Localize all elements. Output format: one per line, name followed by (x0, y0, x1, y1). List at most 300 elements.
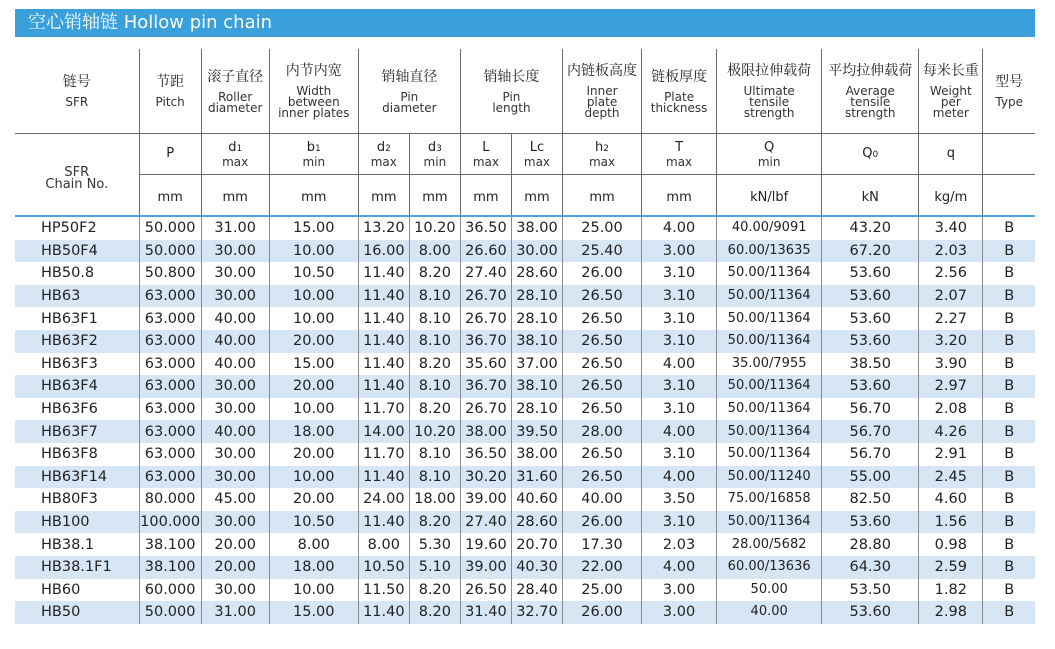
symbol-cell: d2 max (358, 134, 409, 175)
col-header-inner-plate-depth: 内链板高度 Inner plate depth (562, 49, 641, 134)
table-cell: 38.100 (139, 533, 201, 556)
table-cell: 8.20 (409, 353, 460, 376)
table-cell: B (983, 420, 1035, 443)
table-cell: 82.50 (822, 488, 919, 511)
table-cell: 8.00 (269, 533, 358, 556)
table-cell: 25.00 (562, 579, 641, 602)
table-cell: 4.00 (642, 556, 717, 579)
table-cell: 3.10 (642, 443, 717, 466)
col-header-ultimate-strength: 极限拉伸载荷 Ultimate tensile strength (717, 49, 822, 134)
table-cell: 28.00 (562, 420, 641, 443)
unit-cell: mm (269, 175, 358, 216)
table-cell: 27.40 (460, 511, 511, 534)
table-cell: 36.70 (460, 375, 511, 398)
table-cell: 35.60 (460, 353, 511, 376)
table-cell: 56.70 (822, 398, 919, 421)
table-cell: 26.50 (460, 579, 511, 602)
symbol-cell: h2 max (562, 134, 641, 175)
chain-number-cell: HB63F2 (15, 330, 139, 353)
table-cell: 28.00/5682 (717, 533, 822, 556)
table-cell: 28.10 (511, 285, 562, 308)
table-cell: 11.40 (358, 307, 409, 330)
table-row (15, 240, 1035, 263)
table-cell: 36.50 (460, 216, 511, 240)
unit-cell: kN/lbf (717, 175, 822, 216)
table-cell: 10.20 (409, 216, 460, 240)
chain-number-cell: HB38.1F1 (15, 556, 139, 579)
chain-number-cell: HB100 (15, 511, 139, 534)
table-cell: 40.00 (562, 488, 641, 511)
table-row (15, 601, 1035, 624)
table-cell: 11.40 (358, 285, 409, 308)
table-cell: 50.00/11364 (717, 375, 822, 398)
table-cell: 14.00 (358, 420, 409, 443)
table-cell: 2.45 (919, 466, 983, 489)
chain-number-cell: HB63F14 (15, 466, 139, 489)
table-cell: 40.60 (511, 488, 562, 511)
table-cell: 3.10 (642, 398, 717, 421)
unit-cell: kN (822, 175, 919, 216)
chain-number-cell: HB63 (15, 285, 139, 308)
chain-number-cell: HB50.8 (15, 262, 139, 285)
table-cell: 50.00/11364 (717, 420, 822, 443)
table-cell: 39.00 (460, 488, 511, 511)
table-cell: 28.10 (511, 307, 562, 330)
table-cell: 8.20 (409, 601, 460, 624)
col-header-pin-length: 销轴长度 Pin length (460, 49, 562, 134)
table-cell: 53.50 (822, 579, 919, 602)
unit-cell: mm (139, 175, 201, 216)
table-cell: 26.50 (562, 307, 641, 330)
table-cell: 39.50 (511, 420, 562, 443)
table-cell: 1.82 (919, 579, 983, 602)
table-cell: 40.00/9091 (717, 216, 822, 240)
table-cell: 4.26 (919, 420, 983, 443)
chain-number-cell: HB63F4 (15, 375, 139, 398)
table-cell: B (983, 443, 1035, 466)
table-cell: 38.50 (822, 353, 919, 376)
chain-number-cell: HB63F3 (15, 353, 139, 376)
table-cell: 38.10 (511, 330, 562, 353)
table-cell: 26.50 (562, 330, 641, 353)
table-cell: 27.40 (460, 262, 511, 285)
table-cell: 3.10 (642, 307, 717, 330)
table-cell: 8.10 (409, 443, 460, 466)
table-row (15, 420, 1035, 443)
table-cell: 50.00/11364 (717, 443, 822, 466)
table-cell: 8.00 (409, 240, 460, 263)
table-cell: 2.07 (919, 285, 983, 308)
col-header-chain-no: 链号 SFR (15, 49, 139, 134)
chain-number-cell: HB80F3 (15, 488, 139, 511)
symbol-cell: b1 min (269, 134, 358, 175)
table-cell: 26.60 (460, 240, 511, 263)
symbol-cell: Lc max (511, 134, 562, 175)
table-cell: 4.00 (642, 420, 717, 443)
table-cell: 50.800 (139, 262, 201, 285)
table-cell: 30.00 (201, 285, 269, 308)
symbol-cell: d3 min (409, 134, 460, 175)
header-row-symbols (15, 134, 1035, 175)
table-cell: 53.60 (822, 511, 919, 534)
table-cell: 50.00/11240 (717, 466, 822, 489)
chain-number-cell: HB60 (15, 579, 139, 602)
table-cell: 26.50 (562, 398, 641, 421)
table-cell: 63.000 (139, 420, 201, 443)
chain-number-cell: HP50F2 (15, 216, 139, 240)
unit-cell: kg/m (919, 175, 983, 216)
table-cell: 3.00 (642, 601, 717, 624)
table-cell: 50.00 (717, 579, 822, 602)
chain-number-cell: HB63F1 (15, 307, 139, 330)
table-cell: 2.56 (919, 262, 983, 285)
table-cell: 50.00/11364 (717, 285, 822, 308)
table-cell: 10.00 (269, 466, 358, 489)
table-row (15, 330, 1035, 353)
table-cell: B (983, 330, 1035, 353)
table-cell: 8.20 (409, 511, 460, 534)
table-cell: 56.70 (822, 443, 919, 466)
table-row (15, 307, 1035, 330)
table-cell: 10.00 (269, 307, 358, 330)
table-cell: 8.20 (409, 398, 460, 421)
table-cell: 26.70 (460, 285, 511, 308)
table-cell: 8.20 (409, 262, 460, 285)
table-cell: 11.40 (358, 511, 409, 534)
table-cell: 28.60 (511, 511, 562, 534)
unit-cell: mm (409, 175, 460, 216)
table-cell: 28.80 (822, 533, 919, 556)
table-cell: 3.10 (642, 285, 717, 308)
table-cell: B (983, 285, 1035, 308)
header-row-units (15, 175, 1035, 216)
table-cell: B (983, 556, 1035, 579)
table-cell: B (983, 353, 1035, 376)
table-cell: 2.03 (642, 533, 717, 556)
table-cell: 26.00 (562, 262, 641, 285)
table-cell: 3.40 (919, 216, 983, 240)
table-cell: 67.20 (822, 240, 919, 263)
table-cell: 8.00 (358, 533, 409, 556)
table-cell: 26.70 (460, 398, 511, 421)
table-cell: 10.50 (269, 511, 358, 534)
table-cell: 10.50 (358, 556, 409, 579)
chain-number-cell: HB38.1 (15, 533, 139, 556)
table-cell: 20.70 (511, 533, 562, 556)
col-header-type: 型号 Type (983, 49, 1035, 134)
table-cell: 30.00 (201, 398, 269, 421)
table-cell: 4.60 (919, 488, 983, 511)
table-row (15, 285, 1035, 308)
table-cell: 38.00 (511, 216, 562, 240)
table-cell: 2.08 (919, 398, 983, 421)
unit-cell (983, 175, 1035, 216)
table-cell: 16.00 (358, 240, 409, 263)
table-cell: 18.00 (409, 488, 460, 511)
symbol-cell: q (919, 134, 983, 175)
table-cell: 26.50 (562, 375, 641, 398)
table-cell: 40.00 (717, 601, 822, 624)
table-cell: 4.00 (642, 216, 717, 240)
table-cell: 26.50 (562, 443, 641, 466)
unit-cell: mm (460, 175, 511, 216)
table-cell: 31.00 (201, 601, 269, 624)
table-cell: 53.60 (822, 330, 919, 353)
table-cell: 20.00 (201, 533, 269, 556)
col-header-roller-diameter: 滚子直径 Roller diameter (201, 49, 269, 134)
table-cell: 50.00/11364 (717, 262, 822, 285)
table-row (15, 353, 1035, 376)
table-cell: 31.40 (460, 601, 511, 624)
table-cell: 15.00 (269, 353, 358, 376)
table-cell: B (983, 579, 1035, 602)
table-cell: 63.000 (139, 285, 201, 308)
table-cell: 40.00 (201, 307, 269, 330)
table-cell: 53.60 (822, 601, 919, 624)
table-cell: 11.40 (358, 330, 409, 353)
table-cell: 8.10 (409, 375, 460, 398)
sfr-chain-no-label: SFR Chain No. (15, 134, 139, 216)
table-cell: 63.000 (139, 466, 201, 489)
table-body (15, 216, 1035, 624)
table-cell: 50.00/11364 (717, 398, 822, 421)
chain-number-cell: HB63F6 (15, 398, 139, 421)
table-cell: 10.00 (269, 398, 358, 421)
table-cell: 38.00 (460, 420, 511, 443)
table-cell: B (983, 533, 1035, 556)
col-header-pin-diameter: 销轴直径 Pin diameter (358, 49, 460, 134)
table-cell: 2.98 (919, 601, 983, 624)
table-row (15, 398, 1035, 421)
chain-number-cell: HB50F4 (15, 240, 139, 263)
table-cell: B (983, 240, 1035, 263)
table-cell: 3.90 (919, 353, 983, 376)
table-cell: 25.00 (562, 216, 641, 240)
table-cell: B (983, 262, 1035, 285)
table-row (15, 262, 1035, 285)
table-cell: 60.00/13635 (717, 240, 822, 263)
table-cell: 5.10 (409, 556, 460, 579)
table-cell: 40.00 (201, 330, 269, 353)
table-cell: 37.00 (511, 353, 562, 376)
table-row (15, 511, 1035, 534)
table-cell: 28.60 (511, 262, 562, 285)
table-cell: 30.00 (201, 375, 269, 398)
table-cell: 26.50 (562, 466, 641, 489)
table-cell: 4.00 (642, 466, 717, 489)
chain-number-cell: HB50 (15, 601, 139, 624)
table-cell: 3.00 (642, 240, 717, 263)
table-cell: 45.00 (201, 488, 269, 511)
col-header-weight: 每米长重 Weight per meter (919, 49, 983, 134)
table-cell: 11.40 (358, 375, 409, 398)
hollow-pin-chain-table (15, 49, 1035, 624)
table-cell: 11.70 (358, 398, 409, 421)
table-cell: 30.00 (201, 466, 269, 489)
table-cell: 60.000 (139, 579, 201, 602)
table-cell: 30.00 (201, 443, 269, 466)
table-cell: 10.00 (269, 579, 358, 602)
unit-cell: mm (358, 175, 409, 216)
table-row (15, 466, 1035, 489)
table-cell: 36.70 (460, 330, 511, 353)
symbol-cell: d1 max (201, 134, 269, 175)
table-cell: 20.00 (269, 375, 358, 398)
table-cell: 100.000 (139, 511, 201, 534)
table-cell: 8.10 (409, 330, 460, 353)
table-cell: 53.60 (822, 375, 919, 398)
table-cell: 35.00/7955 (717, 353, 822, 376)
table-cell: 53.60 (822, 262, 919, 285)
table-cell: B (983, 601, 1035, 624)
table-cell: 40.00 (201, 353, 269, 376)
table-cell: 0.98 (919, 533, 983, 556)
table-cell: 30.00 (201, 511, 269, 534)
table-cell: 50.000 (139, 601, 201, 624)
symbol-cell (983, 134, 1035, 175)
table-cell: 24.00 (358, 488, 409, 511)
col-header-average-strength: 平均拉伸载荷 Average tensile strength (822, 49, 919, 134)
table-cell: 60.00/13636 (717, 556, 822, 579)
symbol-cell: L max (460, 134, 511, 175)
table-cell: 40.30 (511, 556, 562, 579)
table-cell: 30.00 (201, 579, 269, 602)
table-cell: 19.60 (460, 533, 511, 556)
table-cell: B (983, 375, 1035, 398)
table-cell: 3.10 (642, 511, 717, 534)
table-cell: 30.20 (460, 466, 511, 489)
table-cell: 53.60 (822, 285, 919, 308)
symbol-cell: T max (642, 134, 717, 175)
unit-cell: mm (642, 175, 717, 216)
table-cell: 20.00 (269, 443, 358, 466)
table-row (15, 216, 1035, 240)
table-cell: 3.20 (919, 330, 983, 353)
table-cell: 2.97 (919, 375, 983, 398)
table-cell: 43.20 (822, 216, 919, 240)
table-cell: 40.00 (201, 420, 269, 443)
table-cell: 20.00 (269, 330, 358, 353)
table-cell: 50.000 (139, 240, 201, 263)
table-row (15, 556, 1035, 579)
table-cell: 55.00 (822, 466, 919, 489)
table-cell: 63.000 (139, 375, 201, 398)
table-cell: 50.00/11364 (717, 330, 822, 353)
table-cell: B (983, 307, 1035, 330)
table-cell: 80.000 (139, 488, 201, 511)
col-header-plate-thickness: 链板厚度 Plate thickness (642, 49, 717, 134)
table-cell: B (983, 466, 1035, 489)
symbol-cell: P (139, 134, 201, 175)
table-cell: 25.40 (562, 240, 641, 263)
table-cell: 26.50 (562, 285, 641, 308)
table-cell: 18.00 (269, 556, 358, 579)
table-cell: 8.10 (409, 466, 460, 489)
chain-number-cell: HB63F8 (15, 443, 139, 466)
table-title: 空心销轴链 Hollow pin chain (15, 9, 1035, 37)
unit-cell: mm (201, 175, 269, 216)
table-cell: 11.50 (358, 579, 409, 602)
table-row (15, 533, 1035, 556)
table-cell: 53.60 (822, 307, 919, 330)
table-cell: 10.20 (409, 420, 460, 443)
table-cell: 1.56 (919, 511, 983, 534)
table-cell: 3.00 (642, 579, 717, 602)
unit-cell: mm (562, 175, 641, 216)
symbol-cell: Q min (717, 134, 822, 175)
table-cell: 8.20 (409, 579, 460, 602)
table-cell: 15.00 (269, 601, 358, 624)
table-cell: 3.10 (642, 262, 717, 285)
table-cell: 39.00 (460, 556, 511, 579)
table-cell: 63.000 (139, 307, 201, 330)
table-cell: 38.00 (511, 443, 562, 466)
table-cell: 11.40 (358, 262, 409, 285)
table-cell: 5.30 (409, 533, 460, 556)
table-cell: B (983, 216, 1035, 240)
table-cell: 2.59 (919, 556, 983, 579)
table-cell: 8.10 (409, 285, 460, 308)
table-cell: 63.000 (139, 443, 201, 466)
table-cell: 31.00 (201, 216, 269, 240)
table-cell: 28.40 (511, 579, 562, 602)
table-cell: 15.00 (269, 216, 358, 240)
symbol-cell: Q0 (822, 134, 919, 175)
table-cell: 30.00 (201, 262, 269, 285)
table-cell: 36.50 (460, 443, 511, 466)
table-cell: 32.70 (511, 601, 562, 624)
table-cell: 64.30 (822, 556, 919, 579)
table-cell: 11.40 (358, 466, 409, 489)
chain-number-cell: HB63F7 (15, 420, 139, 443)
table-cell: 3.10 (642, 330, 717, 353)
table-cell: 63.000 (139, 398, 201, 421)
table-cell: 63.000 (139, 330, 201, 353)
table-cell: 26.00 (562, 601, 641, 624)
table-cell: 11.40 (358, 601, 409, 624)
table-cell: 2.03 (919, 240, 983, 263)
table-cell: 22.00 (562, 556, 641, 579)
table-cell: 30.00 (201, 240, 269, 263)
table-cell: 3.50 (642, 488, 717, 511)
table-cell: 50.00/11364 (717, 511, 822, 534)
table-row (15, 488, 1035, 511)
table-cell: 18.00 (269, 420, 358, 443)
table-cell: 4.00 (642, 353, 717, 376)
table-cell: 38.100 (139, 556, 201, 579)
table-cell: 31.60 (511, 466, 562, 489)
table-cell: 10.00 (269, 285, 358, 308)
table-cell: 20.00 (269, 488, 358, 511)
table-cell: 11.70 (358, 443, 409, 466)
table-cell: 8.10 (409, 307, 460, 330)
table-cell: 17.30 (562, 533, 641, 556)
table-cell: 10.50 (269, 262, 358, 285)
unit-cell: mm (511, 175, 562, 216)
table-cell: 56.70 (822, 420, 919, 443)
table-cell: 50.00/11364 (717, 307, 822, 330)
table-cell: 28.10 (511, 398, 562, 421)
table-cell: 26.00 (562, 511, 641, 534)
table-row (15, 443, 1035, 466)
table-cell: 75.00/16858 (717, 488, 822, 511)
col-header-inner-width: 内节内宽 Width between inner plates (269, 49, 358, 134)
table-cell: 26.70 (460, 307, 511, 330)
table-cell: 30.00 (511, 240, 562, 263)
header-row-names (15, 49, 1035, 134)
table-cell: 26.50 (562, 353, 641, 376)
table-cell: 3.10 (642, 375, 717, 398)
